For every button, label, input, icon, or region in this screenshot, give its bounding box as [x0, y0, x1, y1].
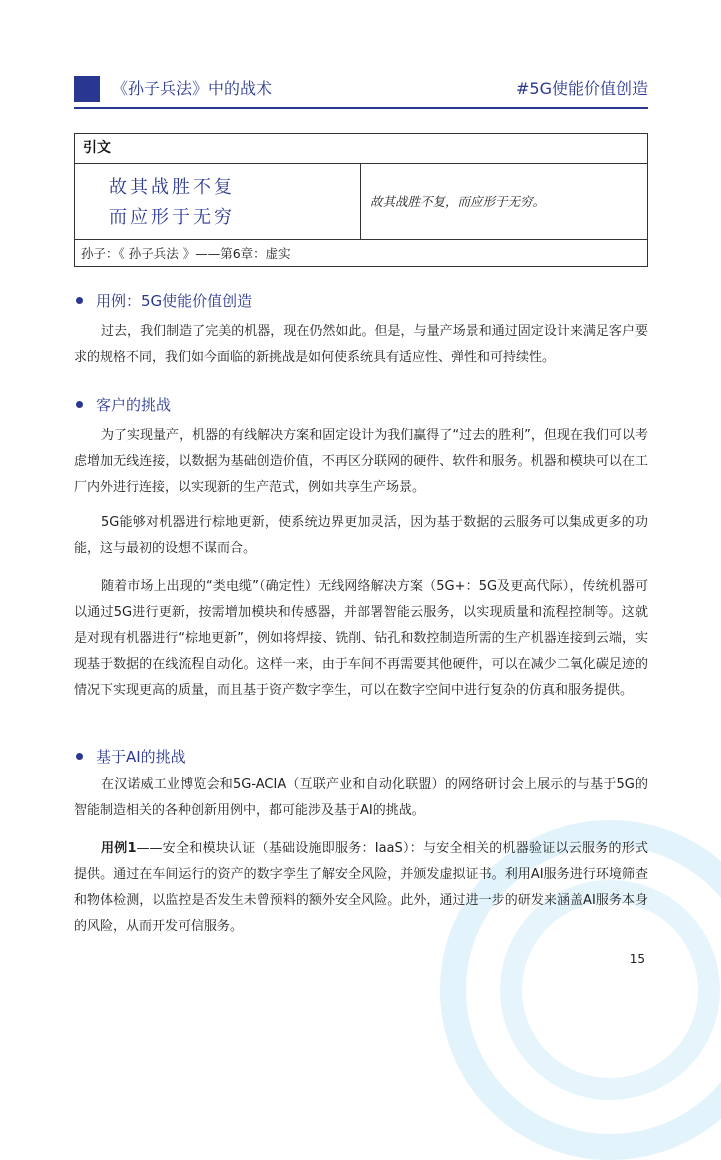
section-heading-text: 客户的挑战: [96, 396, 172, 414]
quote-source: 孙子：《 孙子兵法 》——第6章：虚实: [75, 239, 647, 267]
header-square-icon: [74, 76, 100, 102]
usecase-text: ——安全和模块认证（基础设施即服务：IaaS）：与安全相关的机器验证以云服务的形式提供。通过在车间运行的资产的数字孪生了解安全风险，并颁发虚拟证书。利用AI服务进行环境筛查和物体检测，以监控是否发生未曾预料的额外安全风险。此外，通过进一步的研发来涵盖AI服务本身的风险，从而开发可信服务。: [74, 841, 648, 934]
header-title: 《孙子兵法》中的战术: [112, 79, 273, 98]
paragraph: 随着市场上出现的“类电缆”（确定性）无线网络解决方案（5G+：5G及更高代际），传统机器可以通过5G进行更新，按需增加模块和传感器，并部署智能云服务，以实现质量和流程控制等。这就是对现有机器进行“棕地更新”，例如将焊接、铣削、钻孔和数控制造所需的生产机器连接到云端，实现基于数据的在线流程自动化。这样一来，由于车间不再需要其他硬件，可以在减少二氧化碳足迹的情况下实现更高的质量，而且基于资产数字孪生，可以在数字空间中进行复杂的仿真和服务提供。: [74, 579, 648, 698]
quote-calligraphy-cell: [75, 163, 361, 239]
quote-box: [74, 133, 648, 267]
section-heading-text: 用例：5G使能价值创造: [96, 292, 253, 310]
header-divider: [74, 107, 648, 109]
paragraph: 在汉诺威工业博览会和5G-ACIA（互联产业和自动化联盟）的网络研讨会上展示的与基于5G的智能制造相关的各种创新用例中，都可能涉及基于AI的挑战。: [74, 777, 648, 818]
paragraph: 为了实现量产，机器的有线解决方案和固定设计为我们赢得了“过去的胜利”，但现在我们可以考虑增加无线连接，以数据为基础创造价值，不再区分联网的硬件、软件和服务。机器和模块可以在工厂内外进行连接，以实现新的生产范式，例如共享生产场景。: [74, 428, 648, 495]
calligraphy-line-2: 而应形于无穷: [109, 207, 235, 228]
bullet-icon: [76, 401, 83, 408]
bullet-icon: [76, 753, 83, 760]
usecase-label: 用例1: [101, 841, 137, 856]
page-number: 15: [629, 952, 645, 966]
header-tag: #5G使能价值创造: [516, 79, 648, 98]
section-heading-usecase: [76, 290, 252, 311]
usecase-paragraph: [74, 836, 648, 940]
bullet-icon: [76, 297, 83, 304]
section-heading-ai: [76, 746, 186, 767]
calligraphy-line-1: 故其战胜不复: [109, 177, 235, 198]
quote-text: 故其战胜不复，而应形于无穷。: [370, 194, 546, 209]
section-heading-customer: [76, 394, 171, 415]
section-heading-text: 基于AI的挑战: [96, 748, 186, 766]
paragraph: 过去，我们制造了完美的机器，现在仍然如此。但是，与量产场景和通过固定设计来满足客户要求的规格不同，我们如今面临的新挑战是如何使系统具有适应性、弹性和可持续性。: [74, 324, 648, 365]
paragraph: 5G能够对机器进行棕地更新，使系统边界更加灵活，因为基于数据的云服务可以集成更多的功能，这与最初的设想不谋而合。: [74, 515, 648, 556]
quote-text-cell: [361, 163, 647, 239]
quote-heading: 引文: [75, 134, 647, 164]
